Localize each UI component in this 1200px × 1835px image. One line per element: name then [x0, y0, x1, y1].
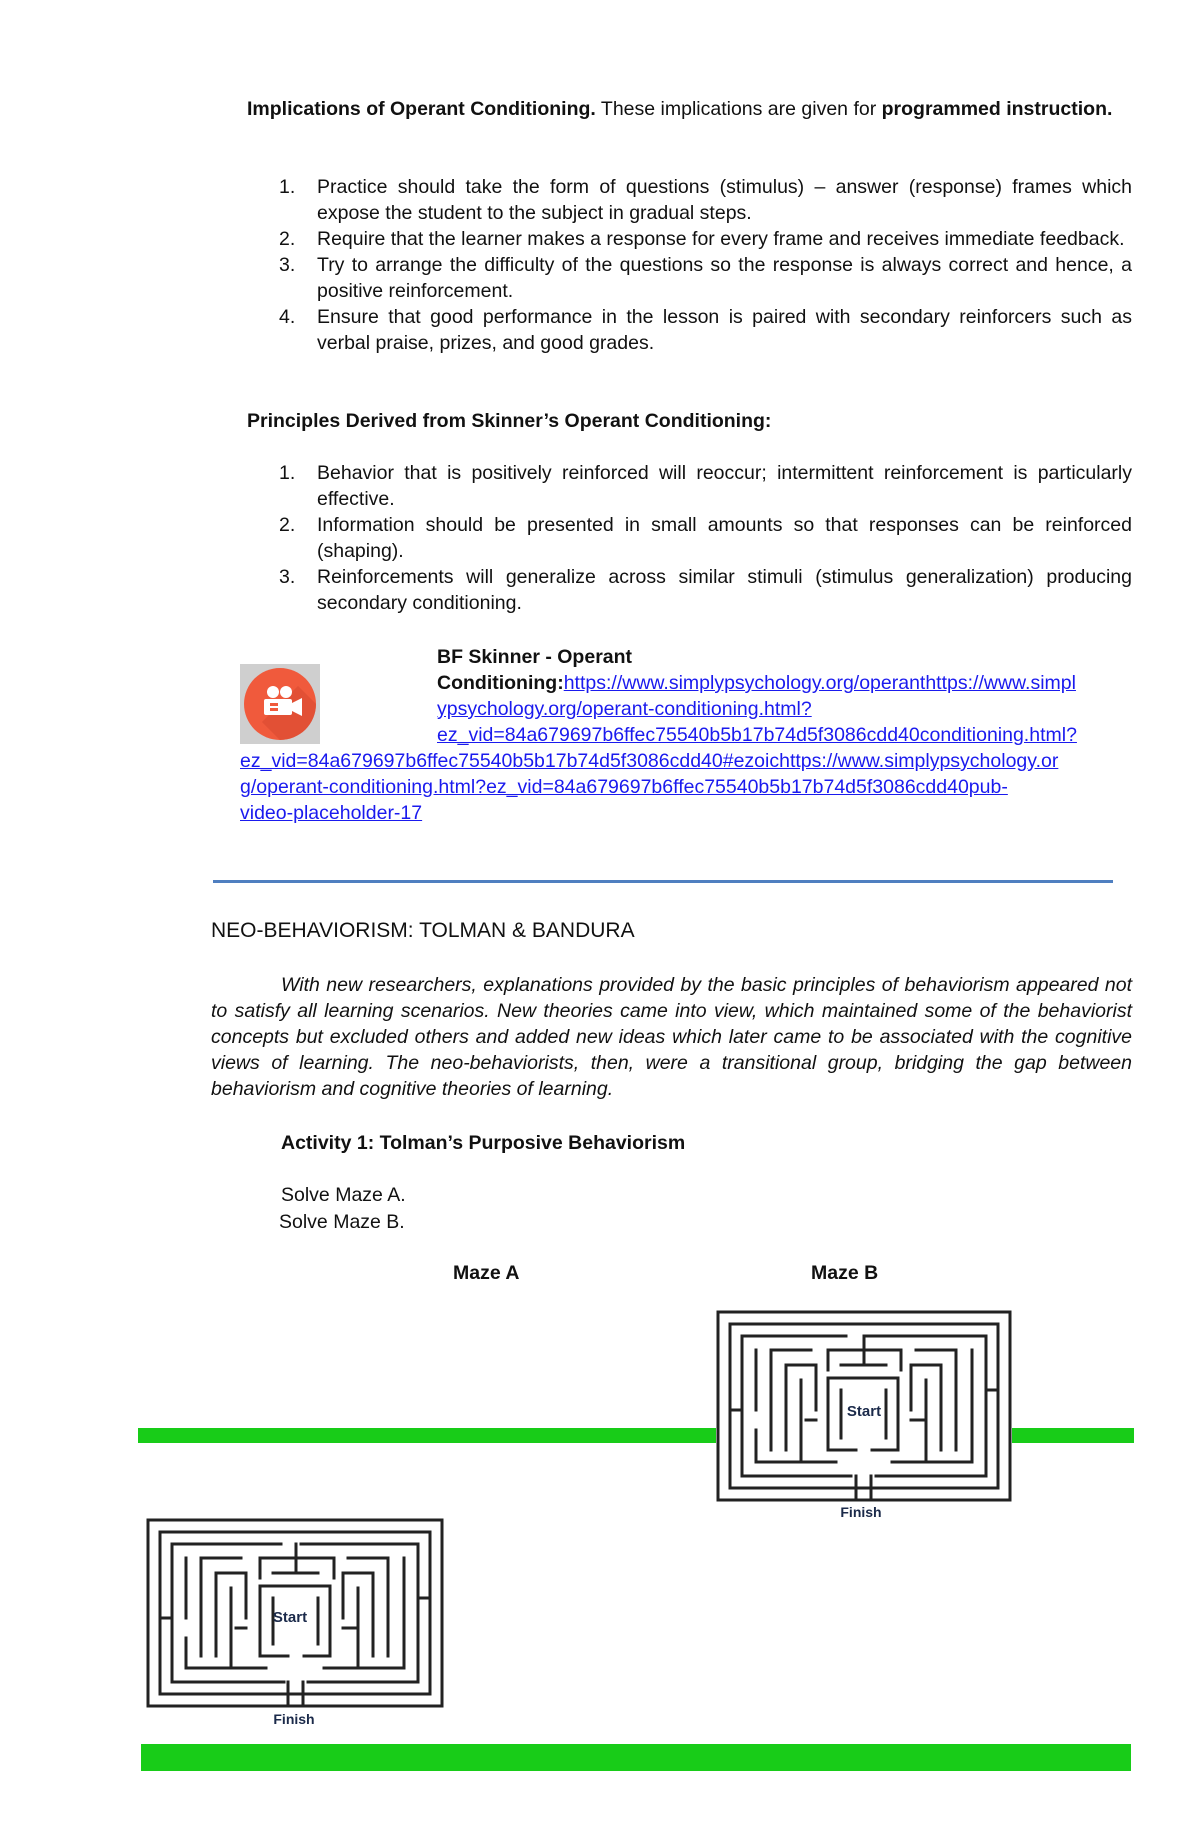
principles-item: 2. Information should be presented in small amounts so that responses can be reinforced (shaping). — [279, 514, 1132, 562]
video-link-part-6[interactable]: video-placeholder-17 — [240, 802, 423, 824]
maze-a[interactable] — [146, 1518, 446, 1728]
implications-item: 1. Practice should take the form of questions (stimulus) – answer (response) frames which expose the student to the subject in gradual steps. — [279, 176, 1132, 224]
maze-b-finish: Finish — [840, 1504, 882, 1520]
video-link-part-2[interactable]: ypsychology.org/operant-conditioning.html? — [437, 698, 812, 720]
maze-b-label: Maze B — [811, 1262, 879, 1284]
implications-heading-block — [247, 96, 1132, 122]
maze-b[interactable] — [716, 1310, 1012, 1520]
activity-heading: Activity 1: Tolman’s Purposive Behaviorism — [281, 1132, 686, 1154]
video-title: BF Skinner - Operant — [437, 646, 633, 668]
principles-item: 1. Behavior that is positively reinforced will reoccur; intermittent reinforcement is particularly effective. — [279, 462, 1132, 510]
video-title-line2: Conditioning: — [437, 672, 564, 694]
maze-a-label: Maze A — [453, 1262, 520, 1284]
green-band-bottom — [141, 1744, 1131, 1771]
principles-heading: Principles Derived from Skinner’s Operant Conditioning: — [247, 410, 772, 432]
neo-paragraph: With new researchers, explanations provided by the basic principles of behaviorism appeared not to satisfy all learning scenarios. New theories came into view, which maintained some of the behaviorist concepts but excluded others and added new ideas which later came to be associated with the cognitive views of learning. The neo-behaviorists, then, were a transitional group, bridging the gap between behaviorism and cognitive theories of learning. — [211, 974, 1132, 1100]
implications-intro: These implications are given for — [600, 98, 877, 120]
video-link-part-3[interactable]: ez_vid=84a679697b6ffec75540b5b17b74d5f3086cdd40conditioning.html? — [437, 724, 1077, 746]
section-divider — [213, 880, 1113, 883]
activity-task-a: Solve Maze A. — [281, 1184, 406, 1206]
implications-item: 2. Require that the learner makes a response for every frame and receives immediate feedback. — [279, 228, 1125, 250]
implications-item: 4. Ensure that good performance in the lesson is paired with secondary reinforcers such as verbal praise, prizes, and good grades. — [279, 306, 1132, 354]
activity-task-b: Solve Maze B. — [279, 1211, 405, 1233]
maze-a-finish: Finish — [273, 1711, 315, 1727]
implications-heading: Implications of Operant Conditioning. — [247, 98, 596, 120]
principles-list — [247, 460, 1132, 616]
maze-a-start: Start — [272, 1609, 308, 1626]
video-link-part-5[interactable]: g/operant-conditioning.html?ez_vid=84a679697b6ffec75540b5b17b74d5f3086cdd40pub- — [240, 776, 1008, 798]
implications-item: 3. Try to arrange the difficulty of the questions so the response is always correct and hence, a positive reinforcement. — [279, 254, 1132, 302]
neo-heading: NEO-BEHAVIORISM: TOLMAN & BANDURA — [211, 919, 635, 942]
video-link-part-1[interactable]: https://www.simplypsychology.org/operanthttps://www.simpl — [563, 672, 1076, 694]
video-thumbnail[interactable] — [240, 664, 320, 744]
maze-a-drawing — [146, 1518, 446, 1728]
video-link-row-1 — [437, 670, 1157, 696]
maze-b-drawing — [716, 1310, 1012, 1520]
video-camera-icon — [240, 664, 320, 744]
maze-b-start: Start — [846, 1403, 882, 1420]
implications-intro-bold: programmed instruction. — [881, 98, 1113, 120]
video-link-part-4[interactable]: ez_vid=84a679697b6ffec75540b5b17b74d5f3086cdd40#ezoichttps://www.simplypsychology.or — [240, 750, 1059, 772]
implications-list — [247, 174, 1132, 356]
principles-item: 3. Reinforcements will generalize across similar stimuli (stimulus generalization) producing secondary conditioning. — [279, 566, 1132, 614]
